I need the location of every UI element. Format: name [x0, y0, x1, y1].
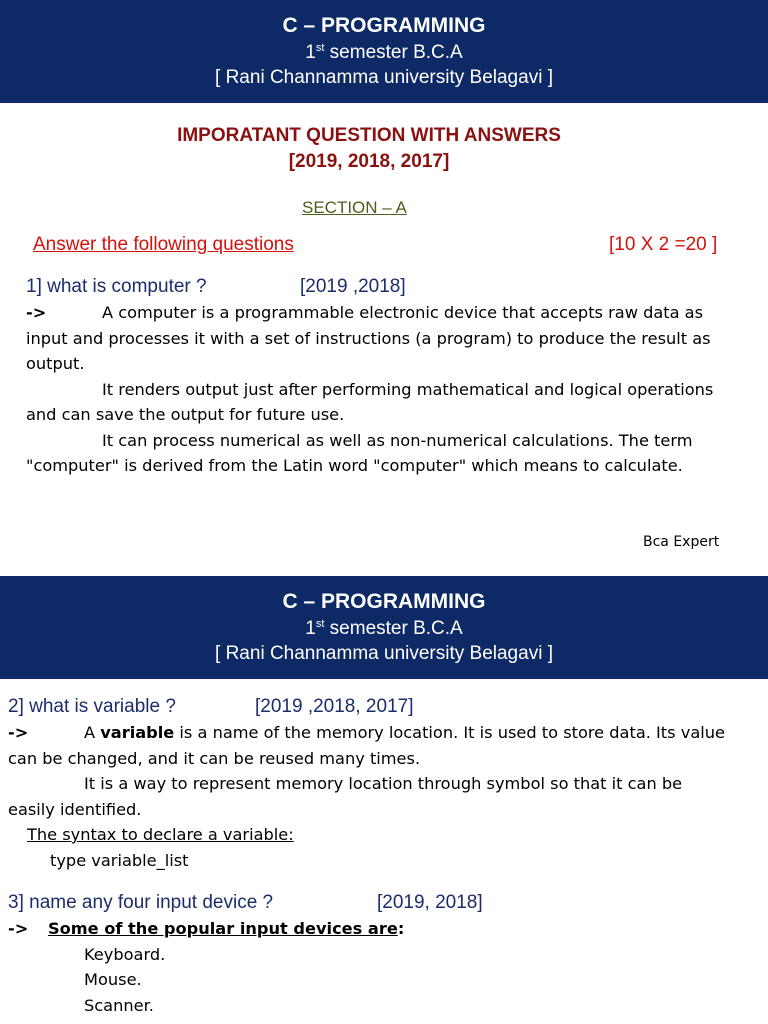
footer-credit: Bca Expert: [643, 534, 720, 550]
heading-years: [2019, 2018, 2017]: [288, 151, 450, 172]
marks-text: [10 X 2 =20 ]: [609, 234, 718, 255]
banner-university: [ Rani Channamma university Belagavi ]: [215, 643, 553, 664]
answer-arrow: ->: [8, 723, 29, 742]
instruction-text: Answer the following questions: [33, 234, 294, 255]
list-item: Scanner.: [84, 995, 154, 1015]
header-banner-2: [0, 576, 768, 679]
banner-university: [ Rani Channamma university Belagavi ]: [215, 67, 553, 88]
list-item: Mouse.: [84, 970, 142, 989]
section-label: SECTION – A: [302, 198, 407, 217]
answer-arrow: ->: [8, 919, 29, 938]
answer-3: -> Some of the popular input devices are: Keyboard. Mouse. Scanner.: [8, 916, 758, 1018]
question-2: 2] what is variable ?: [8, 696, 176, 717]
syntax-label: The syntax to declare a variable:: [27, 825, 294, 844]
list-item: Keyboard.: [84, 944, 166, 964]
question-1: 1] what is computer ?: [26, 276, 207, 297]
question-1-years: [2019 ,2018]: [300, 276, 406, 297]
answer-1: -> A computer is a programmable electronic device that accepts raw data as input and processes it with a set of instructions (a program) to produce the result as output. It renders output just after performing mathematical and logical operations and can save the output for future use. It can process numerical as well as non-numerical calculations. The term "computer" is derived from the Latin word "computer" which means to calculate.: [26, 303, 714, 475]
syntax-code: type variable_list: [50, 850, 189, 870]
answer-2: -> A variable is a name of the memory location. It is used to store data. Its value can be changed, and it can be reused many times. It is a way to represent memory location through symbol so that it can be easily identified. The syntax to declare a variable: type variable_list: [8, 720, 758, 873]
answer-arrow: ->: [26, 303, 47, 322]
question-3-years: [2019, 2018]: [377, 892, 483, 913]
page-heading: IMPORATANT QUESTION WITH ANSWERS: [177, 125, 561, 146]
banner-semester: 1st semester B.C.A: [305, 618, 463, 639]
header-banner: [0, 0, 768, 103]
question-2-years: [2019 ,2018, 2017]: [255, 696, 414, 717]
question-3: 3] name any four input device ?: [8, 892, 274, 913]
banner-title: C – PROGRAMMING: [282, 14, 486, 37]
banner-semester: 1st semester B.C.A: [305, 42, 463, 63]
banner-title: C – PROGRAMMING: [282, 590, 486, 613]
